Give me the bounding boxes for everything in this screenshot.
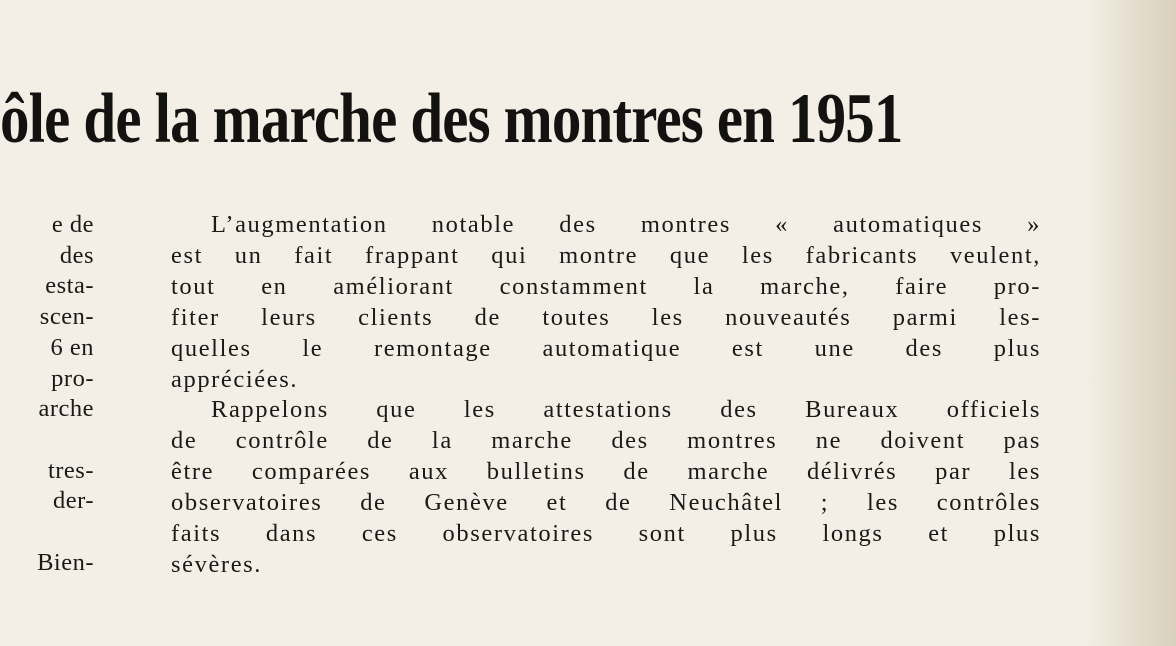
text-line: est un fait frappant qui montre que les fabricants veulent, <box>171 241 1041 269</box>
left-line: 6 en <box>50 333 94 361</box>
text-line: Rappelons que les attestations des Bureaux officiels <box>211 396 1041 424</box>
text-line: faits dans ces observatoires sont plus longs et plus <box>171 520 1041 548</box>
text-line: observatoires de Genève et de Neuchâtel ; les contrôles <box>171 489 1041 517</box>
left-line: esta- <box>45 272 94 300</box>
page-edge-shadow <box>1086 0 1176 646</box>
text-line: L’augmentation notable des montres « automatiques » <box>211 211 1041 238</box>
text-line: de contrôle de la marche des montres ne doivent pas <box>171 427 1041 455</box>
left-line: arche <box>38 395 94 423</box>
left-line: scen- <box>39 303 94 331</box>
left-line: des <box>59 241 94 269</box>
left-column-fragment <box>0 210 94 578</box>
text-line: appréciées. <box>171 365 299 393</box>
text-line: quelles le remontage automatique est une des plus <box>171 334 1041 362</box>
text-line: sévères. <box>171 550 263 578</box>
text-line: tout en améliorant constamment la marche, faire pro- <box>171 272 1041 300</box>
article-title: ôle de la marche des montres en 1951 <box>0 80 903 158</box>
left-line: der- <box>53 487 94 515</box>
right-column-body <box>131 210 1041 581</box>
text-line: être comparées aux bulletins de marche délivrés par les <box>171 458 1041 486</box>
left-line: e de <box>51 211 94 238</box>
paragraph-automatic-watches <box>131 210 1041 395</box>
left-line: tres- <box>47 456 94 484</box>
text-line: fiter leurs clients de toutes les nouveautés parmi les- <box>171 303 1041 331</box>
left-line: pro- <box>51 364 94 392</box>
left-line <box>0 517 94 548</box>
paragraph-observatories <box>131 395 1041 580</box>
left-line <box>0 425 94 456</box>
left-line: Bien- <box>37 548 94 576</box>
